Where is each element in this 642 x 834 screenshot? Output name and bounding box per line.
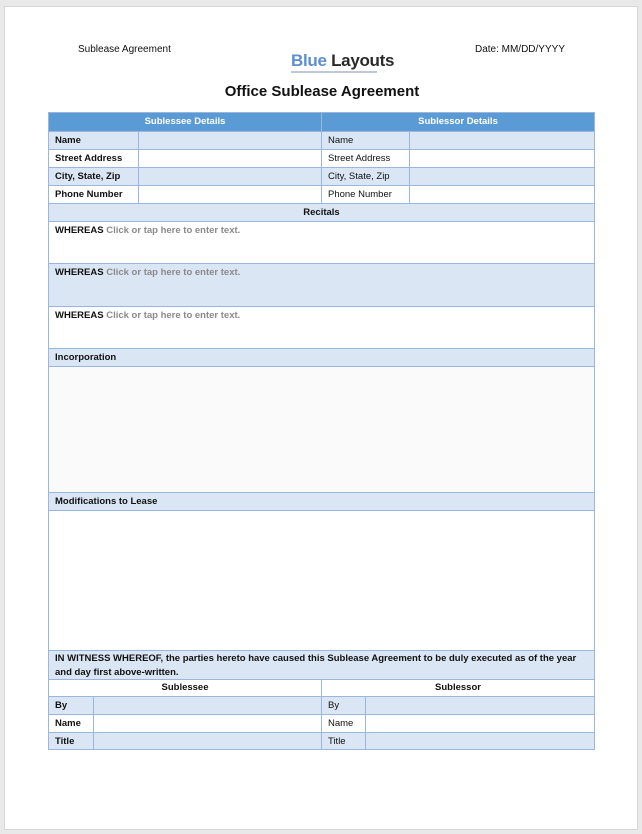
sublessor-name-label: Name: [321, 132, 409, 149]
sublessor-street-field[interactable]: [409, 150, 594, 167]
logo-underline: [291, 71, 377, 73]
sublessee-title-field[interactable]: [93, 733, 321, 749]
sublessee-street-label: Street Address: [55, 153, 123, 164]
witness-row: [49, 650, 594, 679]
recital-row-2[interactable]: [49, 263, 594, 306]
sublease-form-table: [48, 112, 595, 750]
sublessee-name-field[interactable]: [138, 132, 321, 149]
logo-part-blue: Blue: [291, 51, 327, 70]
details-row-street: [49, 149, 594, 167]
sublessee-signer-name-field[interactable]: [93, 715, 321, 732]
sublessee-city-field[interactable]: [138, 168, 321, 185]
sublessor-city-field[interactable]: [409, 168, 594, 185]
recital-3-content[interactable]: [49, 307, 594, 348]
recitals-header-row: [49, 203, 594, 221]
header-left-text: Sublease Agreement: [78, 44, 171, 55]
brand-logo: [291, 51, 394, 71]
sublessee-phone-field[interactable]: [138, 186, 321, 203]
sublessee-by-label: By: [55, 700, 68, 711]
recital-1-prefix: WHEREAS: [55, 225, 104, 236]
recital-1-placeholder[interactable]: Click or tap here to enter text.: [106, 225, 241, 236]
sublessor-phone-label: Phone Number: [321, 186, 409, 203]
sublessor-city-label: City, State, Zip: [321, 168, 409, 185]
recital-row-1[interactable]: [49, 221, 594, 263]
sublessee-details-heading: Sublessee Details: [49, 113, 321, 131]
incorporation-text-area[interactable]: [49, 367, 594, 492]
signature-row-title: [49, 732, 594, 749]
details-row-city: [49, 167, 594, 185]
sublessor-signer-name-label: Name: [321, 715, 365, 732]
witness-statement: IN WITNESS WHEREOF, the parties hereto have caused this Sublease Agreement to be duly executed as of the year and day first above-written.: [55, 653, 577, 678]
header-date-text: Date: MM/DD/YYYY: [474, 44, 565, 55]
sublessee-city-label: City, State, Zip: [55, 171, 121, 182]
sublessee-signer-name-label: Name: [55, 718, 81, 729]
signature-row-name: [49, 714, 594, 732]
recital-1-content[interactable]: [49, 222, 594, 263]
recital-2-content[interactable]: [49, 264, 594, 306]
document-page: [4, 6, 638, 830]
sublessee-title-label: Title: [55, 736, 75, 747]
details-header-row: [49, 113, 594, 131]
logo-part-layouts: Layouts: [331, 51, 395, 70]
signature-row-by: [49, 696, 594, 714]
recitals-heading: Recitals: [303, 207, 340, 218]
recital-3-prefix: WHEREAS: [55, 310, 104, 321]
modifications-body[interactable]: [49, 510, 594, 650]
sublessor-title-field[interactable]: [365, 733, 594, 749]
recital-3-placeholder[interactable]: Click or tap here to enter text.: [106, 310, 241, 321]
sublessee-street-field[interactable]: [138, 150, 321, 167]
recital-2-placeholder[interactable]: Click or tap here to enter text.: [106, 267, 241, 278]
sublessee-name-label: Name: [55, 135, 81, 146]
sublessor-title-label: Title: [321, 733, 365, 749]
sublessor-by-label: By: [321, 697, 365, 714]
sublessor-by-field[interactable]: [365, 697, 594, 714]
details-row-phone: [49, 185, 594, 203]
recital-row-3[interactable]: [49, 306, 594, 348]
signature-header-row: [49, 679, 594, 696]
sublessor-signature-heading: Sublessor: [321, 680, 594, 696]
modifications-heading: Modifications to Lease: [55, 496, 158, 507]
recital-2-prefix: WHEREAS: [55, 267, 104, 278]
sublessor-phone-field[interactable]: [409, 186, 594, 203]
incorporation-heading: Incorporation: [55, 352, 117, 363]
sublessor-street-label: Street Address: [321, 150, 409, 167]
sublessor-signer-name-field[interactable]: [365, 715, 594, 732]
modifications-header-row: [49, 492, 594, 510]
modifications-text-area[interactable]: [49, 511, 594, 650]
sublessor-details-heading: Sublessor Details: [321, 113, 594, 131]
sublessor-name-field[interactable]: [409, 132, 594, 149]
sublessee-phone-label: Phone Number: [55, 189, 123, 200]
sublessee-by-field[interactable]: [93, 697, 321, 714]
incorporation-body[interactable]: [49, 366, 594, 492]
incorporation-header-row: [49, 348, 594, 366]
details-row-name: [49, 131, 594, 149]
document-title: Office Sublease Agreement: [224, 83, 420, 100]
sublessee-signature-heading: Sublessee: [161, 682, 209, 693]
